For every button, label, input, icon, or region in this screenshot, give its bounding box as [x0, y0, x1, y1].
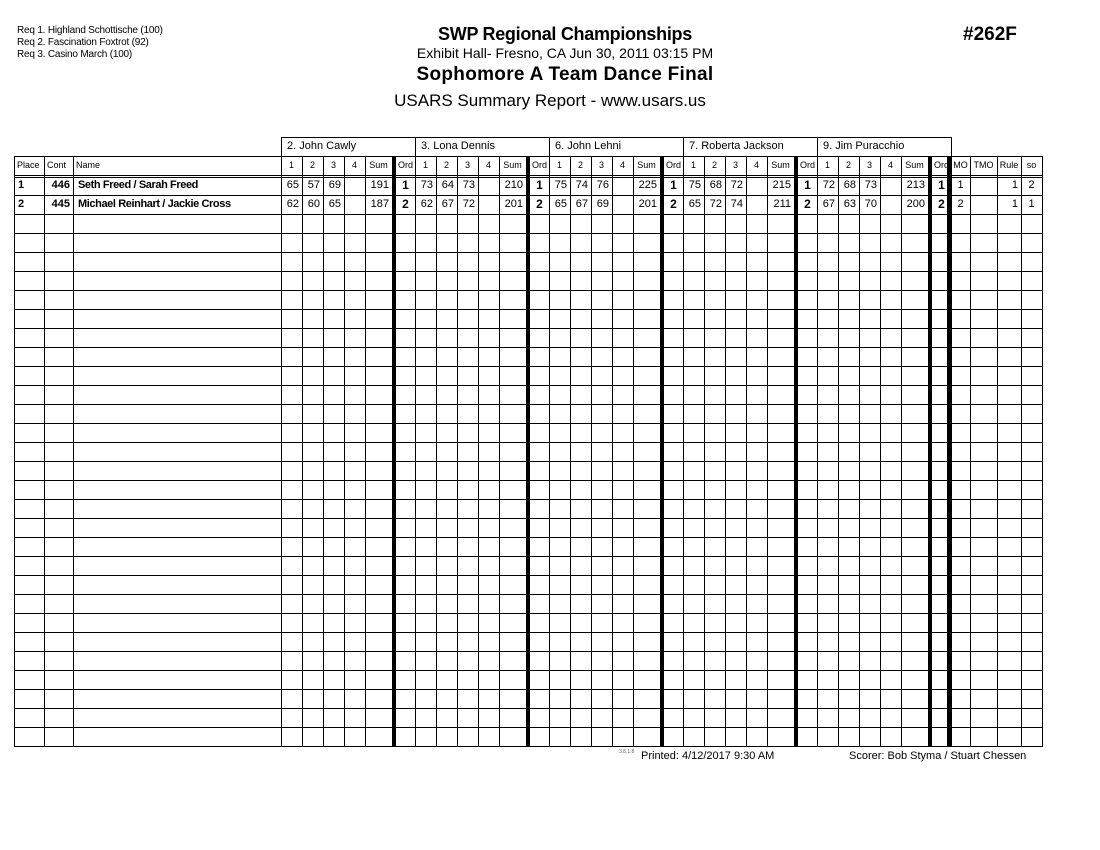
- place-cell: 2: [18, 198, 25, 210]
- score-sum: 187: [370, 198, 389, 210]
- venue-line: Exhibit Hall- Fresno, CA Jun 30, 2011 03:15 PM: [416, 45, 714, 61]
- ord-divider: [392, 156, 396, 747]
- column-header-judge-sub: 4: [485, 160, 491, 170]
- column-header-mo: MO: [953, 160, 968, 170]
- rule-applied: 1: [1011, 198, 1018, 210]
- ord-divider: [660, 156, 664, 747]
- contestant-number: 446: [51, 179, 70, 191]
- sum-of-ordinals: 1: [1028, 198, 1035, 210]
- score-1: 75: [554, 179, 567, 191]
- column-header-judge-sub: Ord: [397, 160, 413, 170]
- grid-line: [838, 156, 839, 747]
- column-header-judge-sub: Sum: [771, 160, 790, 170]
- ordinal: 2: [402, 197, 409, 211]
- ordinal: 2: [670, 197, 677, 211]
- score-2: 74: [575, 179, 588, 191]
- grid-line: [1021, 156, 1022, 747]
- score-2: 63: [843, 198, 856, 210]
- column-header-judge-sub: 1: [556, 160, 562, 170]
- ordinal: 1: [536, 178, 543, 192]
- score-2: 72: [709, 198, 722, 210]
- score-4: [344, 195, 365, 214]
- grid-line: [633, 156, 634, 747]
- grid-line: [281, 156, 282, 747]
- column-header-judge-sub: Ord: [933, 160, 949, 170]
- tie-majority-ordinal: [970, 195, 997, 214]
- score-2: 68: [843, 179, 856, 191]
- grid-line: [73, 156, 74, 747]
- column-header-judge-sub: 4: [887, 160, 893, 170]
- ord-divider: [794, 156, 798, 747]
- score-2: 67: [575, 198, 588, 210]
- score-sum: 210: [504, 179, 523, 191]
- grid-line: [14, 156, 15, 747]
- column-header-judge-sub: 2: [711, 160, 717, 170]
- grid-line: [970, 156, 971, 747]
- grid-line: [457, 156, 458, 747]
- ordinal: 1: [938, 178, 945, 192]
- score-1: 65: [286, 179, 299, 191]
- score-1: 65: [688, 198, 701, 210]
- grid-line: [880, 156, 881, 747]
- grid-line: [591, 156, 592, 747]
- score-sum: 191: [370, 179, 389, 191]
- score-3: 69: [596, 198, 609, 210]
- scorer-names: Scorer: Bob Styma / Stuart Chessen: [849, 750, 1027, 762]
- column-header-judge-sub: 4: [351, 160, 357, 170]
- judge-name: 7. Roberta Jackson: [689, 140, 784, 152]
- grid-line: [1042, 156, 1043, 747]
- ordinal: 2: [804, 197, 811, 211]
- column-header-judge-sub: 4: [619, 160, 625, 170]
- place-cell: 1: [18, 179, 25, 191]
- grid-line: [436, 156, 437, 747]
- team-name: Michael Reinhart / Jackie Cross: [78, 198, 231, 210]
- score-2: 57: [307, 179, 320, 191]
- score-sum: 215: [772, 179, 791, 191]
- team-name: Seth Freed / Sarah Freed: [78, 179, 198, 191]
- column-header-judge-sub: 3: [598, 160, 604, 170]
- column-header-judge-sub: Sum: [503, 160, 522, 170]
- grid-line: [817, 156, 818, 747]
- score-3: 72: [730, 179, 743, 191]
- column-header-judge-sub: 2: [443, 160, 449, 170]
- required-dance-2: Req 2. Fascination Foxtrot (92): [17, 37, 149, 48]
- majority-ordinal: 1: [957, 179, 964, 191]
- ord-divider: [526, 156, 530, 747]
- majority-ordinal: 2: [957, 198, 964, 210]
- required-dance-3: Req 3. Casino March (100): [17, 49, 133, 60]
- judge-name: 6. John Lehni: [555, 140, 622, 152]
- version-label: 3.8.1.8: [619, 749, 635, 755]
- grid-line: [997, 156, 998, 747]
- ordinal: 1: [670, 178, 677, 192]
- grid-line: [549, 156, 550, 747]
- grid-line: [767, 156, 768, 747]
- tie-majority-ordinal: [970, 176, 997, 195]
- column-header-tmo: TMO: [973, 160, 994, 170]
- score-sum: 211: [773, 198, 791, 210]
- grid-line: [415, 137, 416, 156]
- column-header-so: so: [1026, 160, 1037, 170]
- column-header-judge-sub: 2: [845, 160, 851, 170]
- column-header-place: Place: [17, 160, 40, 170]
- score-4: [344, 176, 365, 195]
- judge-name: 9. Jim Puracchio: [823, 140, 905, 152]
- score-3: 73: [864, 179, 877, 191]
- ordinal: 1: [804, 178, 811, 192]
- rule-applied: 1: [1011, 179, 1018, 191]
- score-4: [478, 176, 499, 195]
- grid-line: [499, 156, 500, 747]
- competition-title: SWP Regional Championships: [438, 24, 692, 44]
- score-4: [612, 176, 633, 195]
- score-2: 68: [709, 179, 722, 191]
- score-3: 73: [462, 179, 475, 191]
- score-4: [478, 195, 499, 214]
- judge-name: 2. John Cawly: [287, 140, 357, 152]
- column-header-judge-sub: 3: [464, 160, 470, 170]
- score-4: [746, 176, 767, 195]
- grid-line: [302, 156, 303, 747]
- column-header-judge-sub: Sum: [637, 160, 656, 170]
- sum-of-ordinals: 2: [1028, 179, 1035, 191]
- ordinal: 2: [536, 197, 543, 211]
- grid-line: [549, 137, 550, 156]
- grid-line: [901, 156, 902, 747]
- column-header-judge-sub: 2: [309, 160, 315, 170]
- grid-line: [746, 156, 747, 747]
- ord-divider: [928, 156, 932, 747]
- score-3: 70: [864, 198, 877, 210]
- ordinal: 1: [402, 178, 409, 192]
- grid-line: [683, 137, 684, 156]
- column-header-judge-sub: 3: [732, 160, 738, 170]
- score-1: 62: [286, 198, 299, 210]
- score-2: 60: [307, 198, 320, 210]
- column-header-judge-sub: Sum: [369, 160, 388, 170]
- grid-line: [478, 156, 479, 747]
- column-header-judge-sub: Ord: [665, 160, 681, 170]
- score-sum: 201: [504, 198, 523, 210]
- score-1: 62: [420, 198, 433, 210]
- grid-line: [365, 156, 366, 747]
- column-header-judge-sub: 1: [824, 160, 830, 170]
- grid-line: [612, 156, 613, 747]
- report-title: USARS Summary Report - www.usars.us: [394, 91, 706, 110]
- event-title: Sophomore A Team Dance Final: [416, 64, 714, 85]
- printed-timestamp: Printed: 4/12/2017 9:30 AM: [641, 750, 775, 762]
- score-1: 67: [822, 198, 835, 210]
- score-1: 73: [420, 179, 433, 191]
- score-1: 75: [688, 179, 701, 191]
- score-4: [880, 195, 901, 214]
- score-2: 64: [441, 179, 454, 191]
- grid-line: [704, 156, 705, 747]
- grid-line: [859, 156, 860, 747]
- score-sum: 200: [906, 198, 925, 210]
- score-sum: 225: [638, 179, 657, 191]
- score-1: 65: [554, 198, 567, 210]
- column-header-judge-sub: Ord: [799, 160, 815, 170]
- column-header-judge-sub: 1: [422, 160, 428, 170]
- grid-line: [323, 156, 324, 747]
- grid-line: [951, 156, 952, 747]
- score-4: [880, 176, 901, 195]
- score-3: 65: [328, 198, 341, 210]
- column-header-rule: Rule: [999, 160, 1019, 170]
- grid-line: [951, 137, 952, 156]
- score-2: 67: [441, 198, 454, 210]
- score-3: 76: [596, 179, 609, 191]
- score-sum: 213: [906, 179, 925, 191]
- score-sum: 201: [638, 198, 657, 210]
- required-dance-1: Req 1. Highland Schottische (100): [17, 25, 163, 36]
- score-4: [612, 195, 633, 214]
- ordinal: 2: [938, 197, 945, 211]
- column-header-name: Name: [76, 160, 101, 170]
- column-header-judge-sub: Sum: [905, 160, 924, 170]
- grid-line: [44, 156, 45, 747]
- event-number: #262F: [963, 24, 1017, 45]
- column-header-judge-sub: 2: [577, 160, 583, 170]
- grid-line: [344, 156, 345, 747]
- score-3: 74: [730, 198, 743, 210]
- judge-name: 3. Lona Dennis: [421, 140, 495, 152]
- contestant-number: 445: [51, 198, 70, 210]
- column-header-judge-sub: 1: [288, 160, 294, 170]
- score-3: 69: [328, 179, 341, 191]
- score-4: [746, 195, 767, 214]
- column-header-cont: Cont: [47, 160, 67, 170]
- score-1: 72: [822, 179, 835, 191]
- grid-line: [817, 137, 818, 156]
- judge-header-top-line: [281, 137, 951, 138]
- grid-line: [683, 156, 684, 747]
- grid-line: [281, 137, 282, 156]
- column-header-judge-sub: 1: [690, 160, 696, 170]
- column-header-judge-sub: 3: [330, 160, 336, 170]
- column-header-judge-sub: 3: [866, 160, 872, 170]
- score-3: 72: [462, 198, 475, 210]
- grid-line: [415, 156, 416, 747]
- grid-line: [570, 156, 571, 747]
- column-header-judge-sub: Ord: [531, 160, 547, 170]
- grid-line: [725, 156, 726, 747]
- column-header-judge-sub: 4: [753, 160, 759, 170]
